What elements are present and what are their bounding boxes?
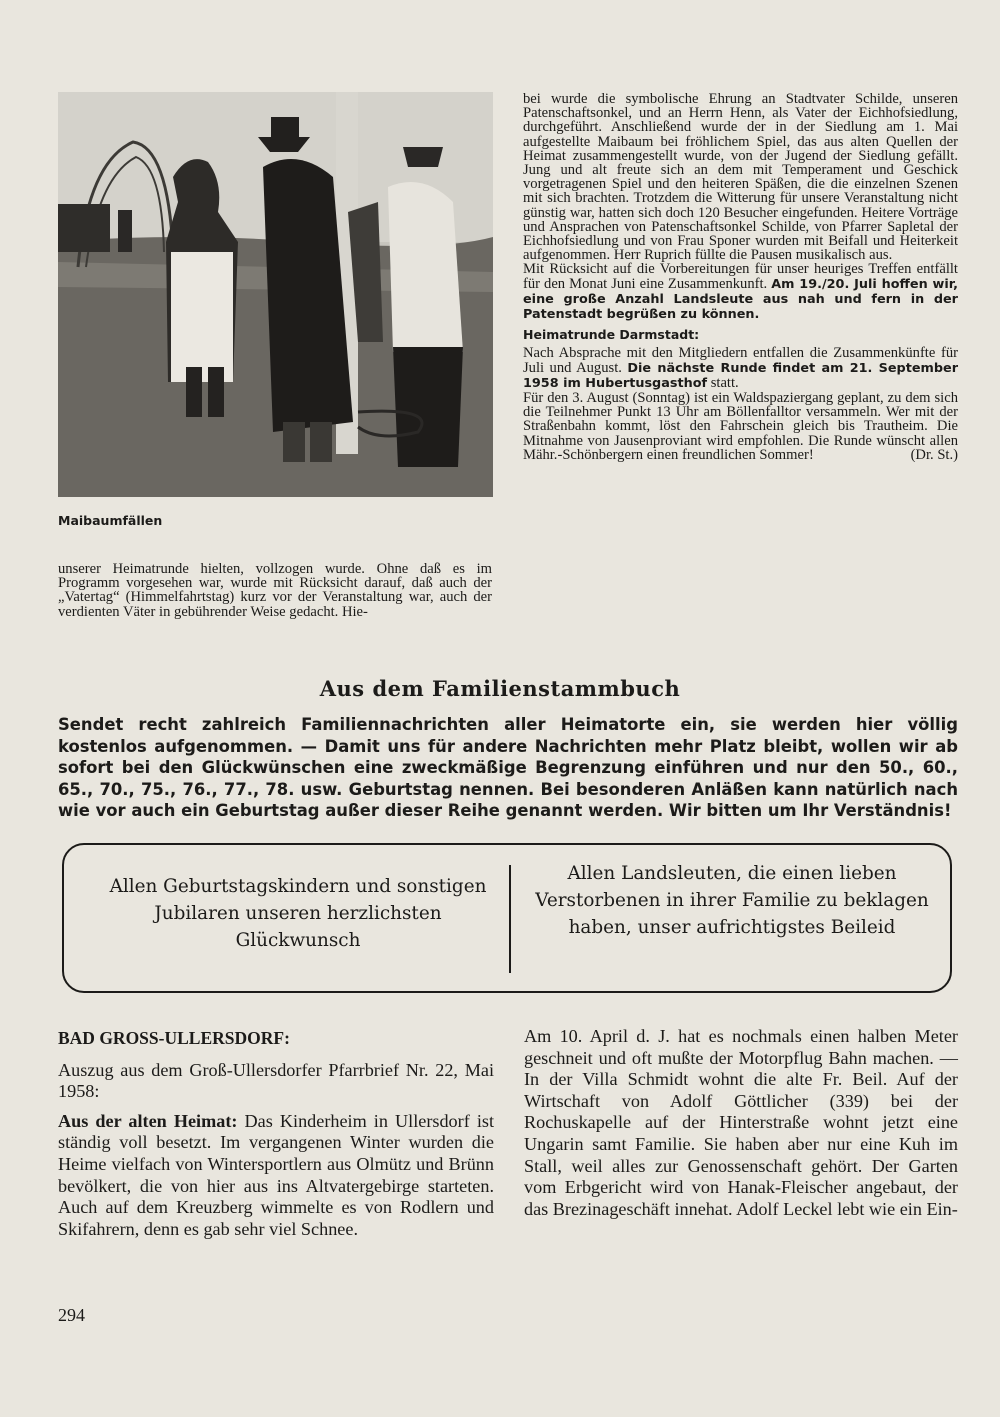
box-divider [509, 865, 511, 973]
condolence-message: Allen Landsleuten, die einen lieben Verstorbenen in ihrer Familie zu beklagen haben, unser aufrichtigstes Beileid [535, 863, 929, 938]
place-heading: BAD GROSS-ULLERSDORF: [58, 1028, 290, 1048]
bottom-intro: Auszug aus dem Groß-Ullersdorfer Pfarrbrief Nr. 22, Mai 1958: [58, 1059, 494, 1102]
bottom-left-text: Das Kinderheim in Ullersdorf ist ständig voll besetzt. Im vergangenen Winter wurden die Heime vielfach von Wintersportlern aus Olmütz und Brünn bevölkert, die von hier aus ins Altvatergebirge starteten. Auch auf dem Kreuzberg wimmelte es von Rodlern und Skifahrern, denn es gab sehr viel Schnee. [58, 1110, 495, 1239]
bottom-subhead: Aus der alten Heimat: [58, 1110, 238, 1131]
right-para-2 [523, 262, 958, 322]
signature: (Dr. St.) [910, 446, 958, 463]
section-title: Aus dem Familienstammbuch [319, 676, 681, 701]
left-lower-column [58, 562, 492, 619]
bottom-right-column [524, 1026, 958, 1228]
right-para-4 [523, 391, 958, 462]
page-number: 294 [58, 1305, 85, 1325]
right-para-3 [523, 346, 958, 391]
right-column [523, 92, 958, 462]
right-para-3-bold: Die nächste Runde findet am 21. September 1958 im Hubertusgasthof [523, 360, 959, 391]
family-notice: Sendet recht zahlreich Familiennachrichten aller Heimatorte ein, sie werden hier völlig kostenlos aufgenommen. — Damit uns für andere Nachrichten mehr Platz bleibt, wollen wir ab sofort bei den Glückwünschen eine zweckmäßige Begrenzung einführen und nur den 50., 60., 65., 70., 75., 76., 77., 78. usw. Geburtstag nennen. Bei besonderen Anläßen kann natürlich nach wie vor auch ein Geburtstag außer dieser Reihe genannt werden. Wir bitten um Ihr Verständnis! [58, 715, 958, 821]
left-lower-text: unserer Heimatrunde hielten, vollzogen wurde. Ohne daß es im Programm vorgesehen war, wurde mit Rücksicht darauf, daß auch der „Vatertag“ (Himmelfahrtstag) kurz vor der Veranstaltung war, auch der verdienten Väter in gebührender Weise gedacht. Hie- [58, 561, 492, 620]
right-para-2-text: Mit Rücksicht auf die Vorbereitungen für unser heuriges Treffen entfällt für den Monat Juni eine Zusammenkunft. [523, 261, 958, 292]
bottom-right-text: Am 10. April d. J. hat es nochmals einen halben Meter geschneit und oft mußte der Motorpflug Bahn machen. — In der Villa Schmidt wohnt die alte Fr. Beil. Auf der Wirtschaft von Adolf Göttlicher (339) bei der Rochuskapelle auf der Hinterstraße wohnt jetzt eine Ungarin samt Familie. Sie haben aber nur eine Kuh im Stall, weil alles zur Genossenschaft gehört. Der Garten vom Erbgericht wird von Hanak-Fleischer angebaut, der das Brezinageschäft innehat. Adolf Leckel lebt wie ein Ein- [524, 1026, 958, 1219]
right-para-4-text: Für den 3. August (Sonntag) ist ein Waldspaziergang geplant, zu dem sich die Teilnehmer Punkt 13 Uhr am Böllenfalltor versammeln. Wer mit der Straßenbahn kommt, löst den Fahrschein gleich bis Trautheim. Die Mitnahme von Jausenproviant wird empfohlen. Die Runde wünscht allen Mähr.-Schönbergern einen freundlichen Sommer! [523, 390, 958, 463]
maibaum-photo [58, 92, 493, 497]
bottom-left-column [58, 1028, 494, 1248]
right-para-1: bei wurde die symbolische Ehrung an Stadtvater Schilde, unseren Patenschaftsonkel, und an Herrn Henn, als Vater der Eichhofsiedlung, durchgeführt. Anschließend wurde der in der Siedlung am 1. Mai aufgestellte Maibaum bei fröhlichem Spiel, das aus alten Quellen der Heimat zusammengestellt wurde, von der Jugend der Siedlung gefällt. Jung und alt freute sich an dem mit Temperament und Geschick vorgetragenen Spiel und den heiteren Späßen, die die einzelnen Szenen mit sich brachten. Trotzdem die Witterung für unsere Veranstaltung nicht günstig war, hatten sich doch 120 Besucher eingefunden. Heitere Vorträge und Ansprachen von Patenschaftsonkel Schilde, von Pfarrer Sapletal der Eichhofsiedlung und von Frau Sponer wurden mit Beifall und Heiterkeit aufgenommen. Herr Ruprich füllte die Pausen musikalisch aus. [523, 91, 958, 264]
darmstadt-heading: Heimatrunde Darmstadt: [523, 327, 700, 343]
bottom-left-para [58, 1111, 494, 1241]
right-para-3-text: Nach Absprache mit den Mitgliedern entfallen die Zusammenkünfte für Juli und August. [523, 345, 958, 376]
birthday-greeting: Allen Geburtstagskindern und sonstigen Jubilaren unseren herzlichsten Glückwunsch [109, 876, 487, 951]
photo-caption: Maibaumfällen [58, 513, 163, 528]
right-para-2-bold: Am 19./20. Juli hoffen wir, eine große Anzahl Landsleute aus nah und fern in der Patenstadt begrüßen zu können. [523, 276, 958, 323]
right-para-3-end: statt. [710, 374, 739, 391]
